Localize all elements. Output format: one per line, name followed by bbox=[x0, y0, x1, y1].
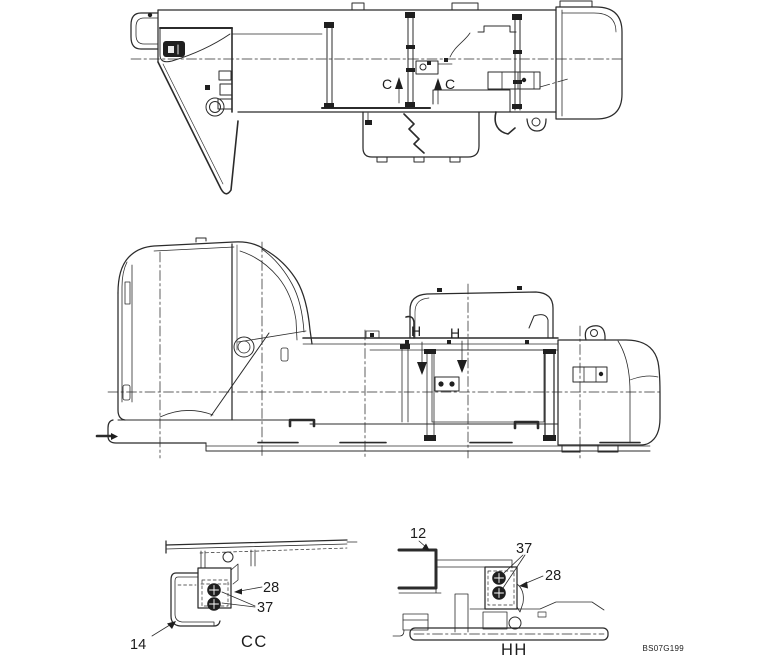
grommet-bolts bbox=[492, 571, 506, 600]
detail-cc bbox=[130, 540, 360, 653]
lower-panel bbox=[363, 112, 515, 162]
section-label-c-left: C bbox=[382, 76, 393, 92]
section-arrow-up-icon bbox=[395, 77, 403, 89]
section-label-h-right: H bbox=[450, 325, 461, 341]
base-frame bbox=[97, 420, 650, 451]
deck-machinery bbox=[416, 26, 516, 112]
leader-arrow-icon bbox=[234, 589, 242, 595]
callout-28-label: 28 bbox=[545, 568, 562, 584]
section-marker-h-right bbox=[450, 325, 467, 373]
hinge-details bbox=[205, 71, 232, 116]
perforation-hatch bbox=[448, 408, 530, 421]
side-view bbox=[97, 238, 662, 458]
detail-cc-caption: CC bbox=[241, 633, 268, 651]
handrail bbox=[158, 62, 238, 194]
section-marker-c-right bbox=[434, 76, 455, 104]
section-arrow-up-icon bbox=[434, 78, 442, 90]
section-arrow-down-icon bbox=[457, 360, 467, 373]
section-label-h-left: H bbox=[411, 323, 422, 339]
hh-structure bbox=[393, 550, 608, 640]
left-console bbox=[160, 28, 322, 112]
leader-arrow-icon bbox=[167, 621, 176, 629]
counterweight-side bbox=[558, 326, 660, 452]
perforation-hatch bbox=[434, 322, 450, 336]
callout-14-label: 14 bbox=[130, 637, 147, 653]
top-view bbox=[131, 1, 624, 194]
door-handle bbox=[281, 348, 288, 361]
deck bbox=[303, 331, 558, 350]
grommet-bolts bbox=[207, 583, 221, 611]
section-label-c-right: C bbox=[445, 76, 456, 92]
callout-37-label: 37 bbox=[257, 600, 274, 616]
perforation-hatch bbox=[488, 320, 522, 336]
pin-arrow-icon bbox=[111, 433, 118, 440]
detail-hh-caption: HH bbox=[501, 641, 528, 657]
section-marker-c-left bbox=[382, 76, 403, 103]
drawing-code: BS07G199 bbox=[642, 644, 684, 653]
cc-callouts bbox=[130, 580, 279, 653]
perforation-hatch bbox=[428, 358, 534, 371]
cab bbox=[118, 238, 312, 420]
section-arrow-down-icon bbox=[417, 362, 427, 375]
channel-part bbox=[399, 550, 436, 588]
detail-hh bbox=[393, 526, 608, 657]
callout-28-label: 28 bbox=[263, 580, 280, 596]
perforation-hatch bbox=[432, 300, 532, 314]
frame-compartment bbox=[400, 344, 556, 441]
callout-37-label: 37 bbox=[516, 541, 533, 557]
callout-12-label: 12 bbox=[410, 526, 427, 542]
